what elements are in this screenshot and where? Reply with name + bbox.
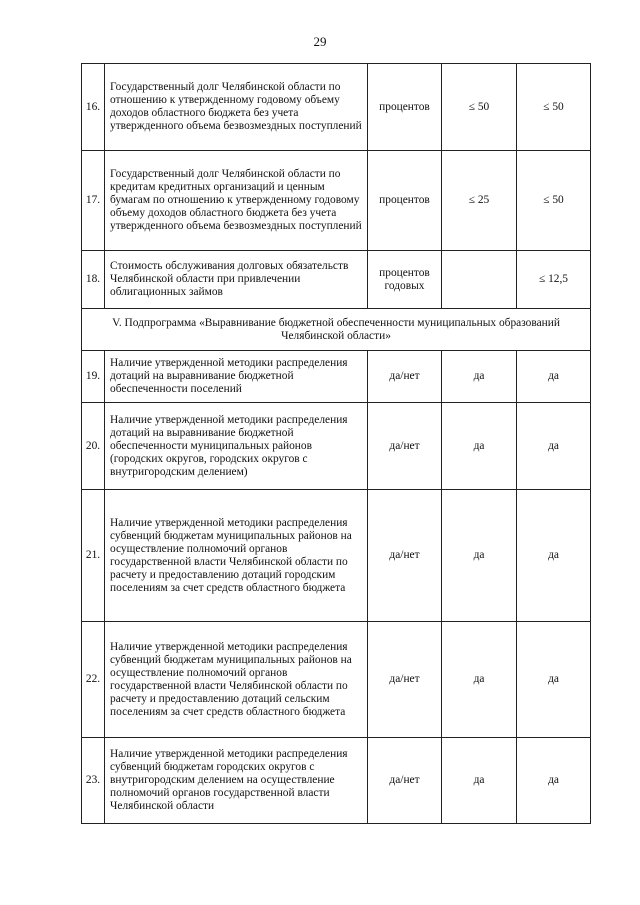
indicator-description: Наличие утвержденной методики распределения дотаций на выравнивание бюджетной обеспеченности поселений: [105, 351, 368, 403]
table-row: [82, 403, 591, 490]
value-column-2: да: [517, 738, 591, 824]
indicator-description: Государственный долг Челябинской области по отношению к утвержденному годовому объему доходов областного бюджета без учета утвержденного объема безвозмездных поступлений: [105, 64, 368, 151]
unit-of-measure: да/нет: [368, 403, 442, 490]
table-row: [82, 64, 591, 151]
row-number: 20.: [82, 403, 105, 490]
unit-of-measure: процентов: [368, 151, 442, 251]
indicator-description: Наличие утвержденной методики распределения дотаций на выравнивание бюджетной обеспеченности муниципальных районов (городских округов, городских округов с внутригородским делением): [105, 403, 368, 490]
row-number: 21.: [82, 490, 105, 622]
unit-of-measure: да/нет: [368, 622, 442, 738]
page-number: 29: [313, 34, 327, 49]
indicator-description: Наличие утвержденной методики распределения субвенций бюджетам муниципальных районов на осуществление полномочий органов государственной власти Челябинской области по расчету и предоставлению дотаций сельским поселениям за счет средств областного бюджета: [105, 622, 368, 738]
unit-of-measure: да/нет: [368, 738, 442, 824]
value-column-2: да: [517, 403, 591, 490]
value-column-1: да: [442, 403, 517, 490]
table-row: [82, 490, 591, 622]
row-number: 16.: [82, 64, 105, 151]
value-column-2: ≤ 50: [517, 151, 591, 251]
value-column-1: [442, 251, 517, 309]
value-column-1: да: [442, 351, 517, 403]
unit-of-measure: процентов: [368, 64, 442, 151]
row-number: 23.: [82, 738, 105, 824]
unit-of-measure: да/нет: [368, 490, 442, 622]
value-column-2: ≤ 50: [517, 64, 591, 151]
table-row: [82, 351, 591, 403]
table-row: [82, 151, 591, 251]
value-column-2: да: [517, 622, 591, 738]
value-column-1: да: [442, 622, 517, 738]
indicator-description: Стоимость обслуживания долговых обязательств Челябинской области при привлечении облигационных займов: [105, 251, 368, 309]
row-number: 18.: [82, 251, 105, 309]
value-column-2: ≤ 12,5: [517, 251, 591, 309]
row-number: 19.: [82, 351, 105, 403]
table-row: [82, 738, 591, 824]
table-row: [82, 622, 591, 738]
value-column-2: да: [517, 490, 591, 622]
unit-of-measure: да/нет: [368, 351, 442, 403]
row-number: 22.: [82, 622, 105, 738]
indicator-description: Наличие утвержденной методики распределения субвенций бюджетам муниципальных районов на осуществление полномочий органов государственной власти Челябинской области по расчету и предоставлению дотаций городским поселениям за счет средств областного бюджета: [105, 490, 368, 622]
row-number: 17.: [82, 151, 105, 251]
value-column-1: да: [442, 738, 517, 824]
section-title: V. Подпрограмма «Выравнивание бюджетной обеспеченности муниципальных образований Челябинской области»: [82, 309, 591, 351]
unit-of-measure: процентов годовых: [368, 251, 442, 309]
value-column-1: да: [442, 490, 517, 622]
value-column-1: ≤ 50: [442, 64, 517, 151]
table-row: [82, 251, 591, 309]
value-column-2: да: [517, 351, 591, 403]
indicator-description: Наличие утвержденной методики распределения субвенций бюджетам городских округов с внутригородским делением на осуществление полномочий органов государственной власти Челябинской области: [105, 738, 368, 824]
section-header-row: [82, 309, 591, 351]
indicator-description: Государственный долг Челябинской области по кредитам кредитных организаций и ценным бумагам по отношению к утвержденному годовому объему доходов областного бюджета без учета утвержденного объема безвозмездных поступлений: [105, 151, 368, 251]
indicators-table: [81, 63, 591, 824]
value-column-1: ≤ 25: [442, 151, 517, 251]
